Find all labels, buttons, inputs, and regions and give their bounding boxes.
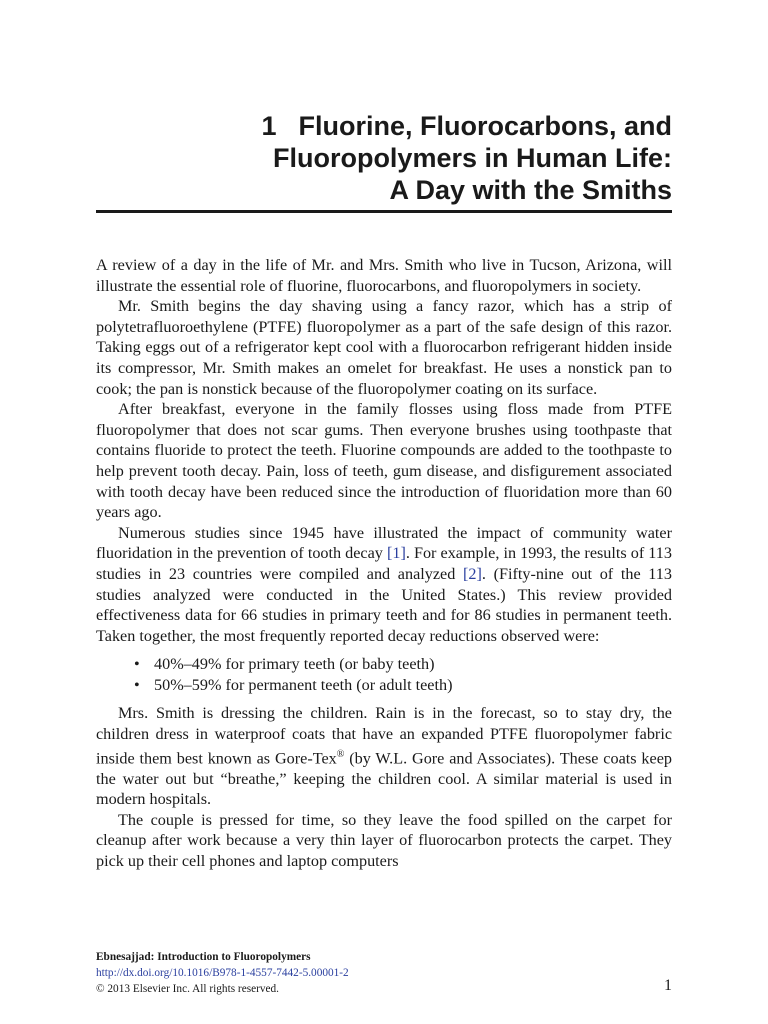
paragraph-1: A review of a day in the life of Mr. and Mrs. Smith who live in Tucson, Arizona, will illustrate the essential role of fluorine, fluorocarbons, and fluoropolymers in society. (96, 256, 672, 295)
chapter-title (96, 110, 672, 206)
chapter-title-line-2: Fluoropolymers in Human Life: (272, 143, 672, 173)
paragraph-4-text-c: . (Fifty-nine out of the 113 studies analyzed were conducted in the United States.) This review provided effectiveness data for 66 studies in primary teeth and for 86 studies in permanent teeth. Taken together, the most frequently reported decay reductions observed were: (96, 564, 672, 645)
paragraph-5-text-a: Mrs. Smith is dressing the children. Rain is in the forecast, so to stay dry, the children dress in waterproof coats that have an expanded PTFE fluoropolymer fabric inside them best known as Gore-Tex (96, 704, 672, 768)
chapter-title-text-1: Fluorine, Fluorocarbons, and (298, 111, 672, 141)
citation-link-2[interactable]: [2] (462, 564, 482, 583)
decay-reduction-list (96, 654, 672, 695)
paragraph-4-text-b: . For example, in 1993, the results of 113 studies in 23 countries were compiled and analyzed (96, 544, 672, 583)
list-item: • 40%–49% for primary teeth (or baby teeth) (134, 654, 672, 675)
chapter-number: 1 (261, 111, 277, 141)
paragraph-6: The couple is pressed for time, so they leave the food spilled on the carpet for cleanup after work because a very thin layer of fluorocarbon protects the carpet. They pick up their cell phones and laptop computers (96, 810, 672, 871)
doi-link[interactable]: http://dx.doi.org/10.1016/B978-1-4557-7442-5.00001-2 (96, 967, 349, 979)
book-page (96, 0, 672, 1024)
registered-mark: ® (336, 748, 345, 760)
paragraph-5-text-b: (by W.L. Gore and Associates). These coats keep the water out but “breathe,” keeping the children cool. A similar material is used in modern hospitals. (96, 749, 672, 809)
paragraph-4 (96, 523, 672, 647)
list-item: • 50%–59% for permanent teeth (or adult teeth) (134, 675, 672, 696)
citation-link-1[interactable]: [1] (386, 544, 406, 563)
chapter-body (96, 255, 672, 872)
chapter-title-line-1 (96, 110, 672, 142)
title-divider (96, 210, 672, 213)
copyright-notice: © 2013 Elsevier Inc. All rights reserved. (96, 983, 280, 995)
book-citation: Ebnesajjad: Introduction to Fluoropolymers (96, 951, 311, 963)
paragraph-2: Mr. Smith begins the day shaving using a fancy razor, which has a strip of polytetrafluoroethylene (PTFE) fluoropolymer as a part of the safe design of this razor. Taking eggs out of a refrigerator kept cool with a fluorocarbon refrigerant hidden inside its compressor, Mr. Smith makes an omelet for breakfast. He uses a nonstick pan to cook; the pan is nonstick because of the fluoropolymer coating on its surface. (96, 297, 672, 398)
paragraph-5 (96, 703, 672, 809)
paragraph-3: After breakfast, everyone in the family flosses using floss made from PTFE fluoropolymer that does not scar gums. Then everyone brushes using toothpaste that contains fluoride to protect the teeth. Fluorine compounds are added to the toothpaste to help prevent tooth decay. Pain, loss of teeth, gum disease, and disfigurement associated with tooth decay have been reduced since the introduction of fluoridation more than 60 years ago. (96, 400, 672, 522)
page-number: 1 (664, 977, 672, 994)
chapter-title-line-3: A Day with the Smiths (389, 175, 672, 205)
page-footer (96, 949, 672, 997)
paragraph-4-text-a: Numerous studies since 1945 have illustrated the impact of community water fluoridation in the prevention of tooth decay (96, 523, 672, 563)
